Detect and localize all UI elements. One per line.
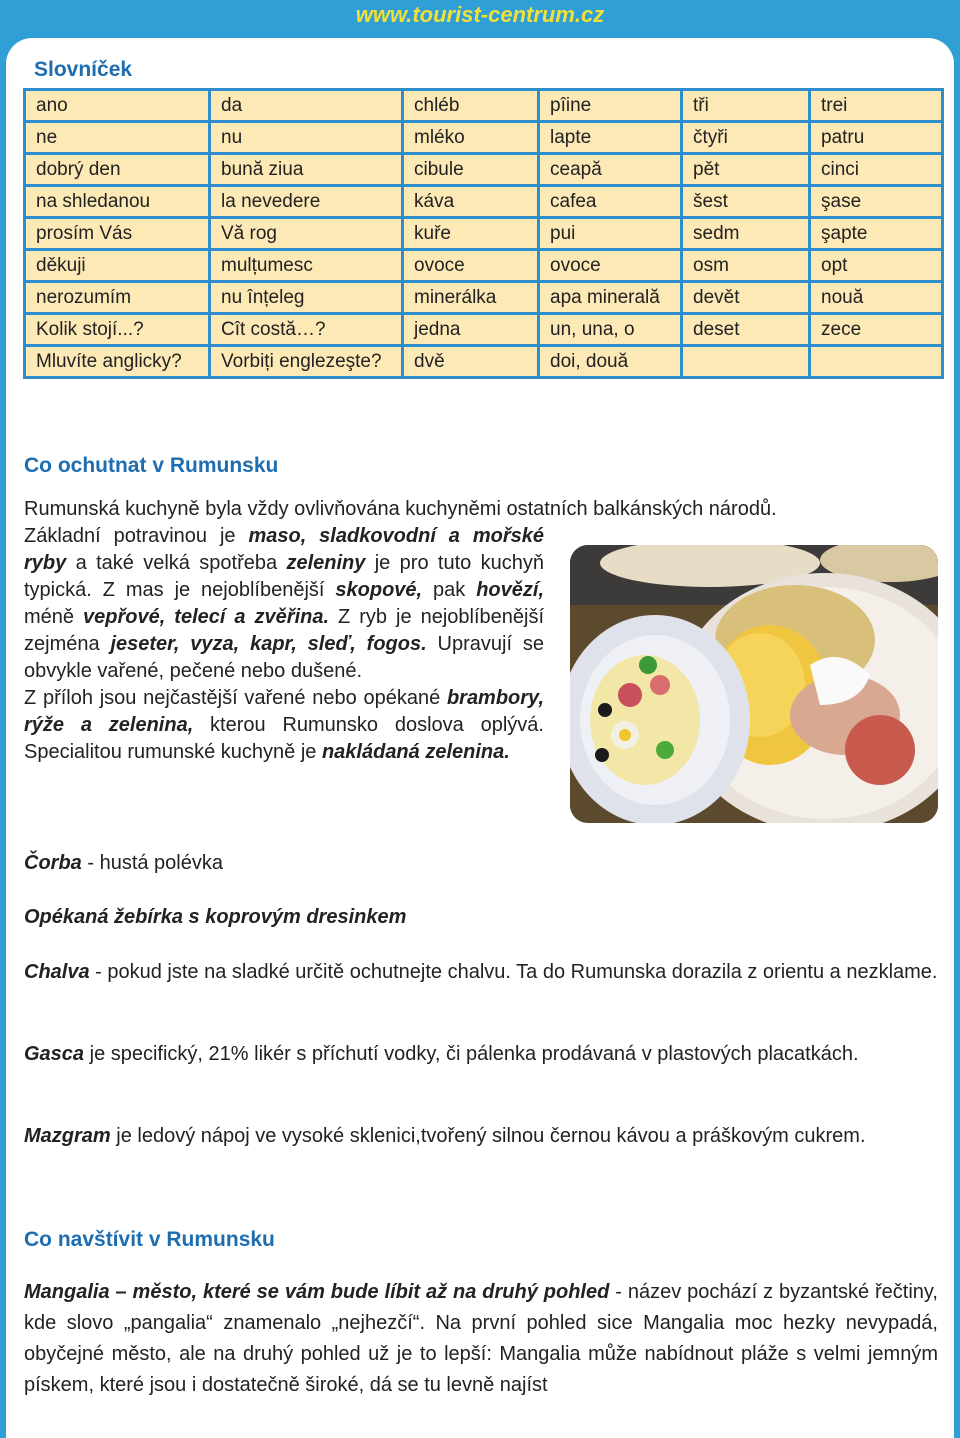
text: méně bbox=[24, 606, 84, 628]
cuisine-paragraph bbox=[24, 523, 544, 766]
emph-text: brambory, rýže a zelenina, bbox=[24, 687, 544, 736]
dictionary-cell: prosím Vás bbox=[25, 218, 210, 250]
dictionary-row bbox=[25, 282, 943, 314]
dictionary-cell: nu înțeleg bbox=[210, 282, 403, 314]
dictionary-cell: Vă rog bbox=[210, 218, 403, 250]
place-name: Mangalia – město, které se vám bude líbit až na druhý pohled bbox=[24, 1281, 610, 1303]
dictionary-cell: šest bbox=[682, 186, 810, 218]
section-heading-visit: Co navštívit v Rumunsku bbox=[24, 1228, 275, 1251]
drink-name: Gasca bbox=[24, 1043, 85, 1065]
dictionary-table bbox=[23, 88, 944, 379]
dictionary-cell: Mluvíte anglicky? bbox=[25, 346, 210, 378]
site-url[interactable]: www.tourist-centrum.cz bbox=[355, 2, 605, 27]
emph-text: jeseter, vyza, kapr, sleď, fogos. bbox=[110, 633, 427, 655]
dictionary-cell: nouă bbox=[810, 282, 943, 314]
dictionary-cell: pîine bbox=[539, 90, 682, 122]
dictionary-cell: cibule bbox=[403, 154, 539, 186]
text: a také velká spotřeba bbox=[66, 552, 287, 574]
food-photo bbox=[570, 545, 938, 823]
dictionary-row bbox=[25, 90, 943, 122]
dictionary-cell: doi, două bbox=[539, 346, 682, 378]
text: Z příloh jsou nejčastější vařené nebo opékané bbox=[24, 687, 447, 709]
dictionary-cell: čtyři bbox=[682, 122, 810, 154]
dictionary-cell: ovoce bbox=[539, 250, 682, 282]
dictionary-row bbox=[25, 314, 943, 346]
dictionary-cell: pět bbox=[682, 154, 810, 186]
dictionary-cell: cinci bbox=[810, 154, 943, 186]
dictionary-cell: tři bbox=[682, 90, 810, 122]
zebirka-line bbox=[24, 904, 944, 931]
text: Upravují se obvykle vařené, pečené nebo dušené. bbox=[24, 633, 544, 682]
corba-line bbox=[24, 850, 944, 877]
dictionary-cell: cafea bbox=[539, 186, 682, 218]
drink-text: je ledový nápoj ve vysoké sklenici,tvořený silnou černou kávou a práškovým cukrem. bbox=[110, 1125, 866, 1147]
dictionary-cell bbox=[810, 346, 943, 378]
dictionary-row bbox=[25, 122, 943, 154]
dictionary-cell: nu bbox=[210, 122, 403, 154]
cuisine-intro: Rumunská kuchyně byla vždy ovlivňována kuchyněmi ostatních balkánských národů. bbox=[24, 498, 777, 520]
emph-text: zeleniny bbox=[286, 552, 366, 574]
dictionary-heading: Slovníček bbox=[34, 58, 133, 81]
dictionary-row bbox=[25, 186, 943, 218]
dictionary-cell: deset bbox=[682, 314, 810, 346]
dictionary-row bbox=[25, 346, 943, 378]
mangalia-paragraph bbox=[24, 1277, 938, 1401]
dictionary-cell: na shledanou bbox=[25, 186, 210, 218]
dictionary-cell: dobrý den bbox=[25, 154, 210, 186]
text: pak bbox=[422, 579, 477, 601]
dictionary-cell: ano bbox=[25, 90, 210, 122]
dictionary-cell: opt bbox=[810, 250, 943, 282]
dictionary-cell: trei bbox=[810, 90, 943, 122]
emph-text: maso, sladkovodní a mořské ryby bbox=[24, 525, 545, 574]
emph-text: skopové, bbox=[335, 579, 423, 601]
place-text: - název pochází z byzantské řečtiny, kde slovo „pangalia“ znamenalo „nejhezčí“. Na první pohled sice Mangalia moc hezky nevypadá, obyčejné město, ale na druhý pohled už je to lepší: Mangalia může nabídnout pláže s velmi jemným pískem, které jsou i dostatečně široké, dá se tu levně najíst bbox=[24, 1281, 938, 1396]
dictionary-cell: lapte bbox=[539, 122, 682, 154]
dictionary-cell: káva bbox=[403, 186, 539, 218]
drink-name: Mazgram bbox=[24, 1125, 111, 1147]
dictionary-cell: sedm bbox=[682, 218, 810, 250]
dictionary-cell: apa minerală bbox=[539, 282, 682, 314]
dictionary-cell: mléko bbox=[403, 122, 539, 154]
dish-name: Opékaná žebírka s koprovým dresinkem bbox=[24, 906, 407, 928]
dictionary-cell: mulțumesc bbox=[210, 250, 403, 282]
dictionary-cell: şase bbox=[810, 186, 943, 218]
section-heading-taste: Co ochutnat v Rumunsku bbox=[24, 454, 279, 477]
gasca-line bbox=[24, 1041, 938, 1068]
dictionary-cell: kuře bbox=[403, 218, 539, 250]
dictionary-cell: şapte bbox=[810, 218, 943, 250]
dictionary-cell: patru bbox=[810, 122, 943, 154]
dictionary-cell: jedna bbox=[403, 314, 539, 346]
dictionary-cell: un, una, o bbox=[539, 314, 682, 346]
drink-text: je specifický, 21% likér s příchutí vodky, či pálenka prodávaná v plastových placatkách. bbox=[84, 1043, 859, 1065]
emph-text: hovězí, bbox=[476, 579, 544, 601]
dictionary-cell: Vorbiți englezeşte? bbox=[210, 346, 403, 378]
dictionary-cell: ne bbox=[25, 122, 210, 154]
dictionary-cell: ovoce bbox=[403, 250, 539, 282]
mazgram-line bbox=[24, 1123, 938, 1150]
dictionary-cell bbox=[682, 346, 810, 378]
text: je pro tuto kuchyň typická. Z mas je nejoblíbenější bbox=[24, 552, 544, 601]
dictionary-cell: Kolik stojí...? bbox=[25, 314, 210, 346]
dictionary-cell: nerozumím bbox=[25, 282, 210, 314]
text: Z ryb je nejoblíbenější zejména bbox=[24, 606, 544, 655]
dictionary-cell: minerálka bbox=[403, 282, 539, 314]
text: kterou Rumunsko doslova oplývá. Specialitou rumunské kuchyně je bbox=[24, 714, 544, 763]
dictionary-cell: zece bbox=[810, 314, 943, 346]
text: Základní potravinou je bbox=[24, 525, 249, 547]
dish-text: - pokud jste na sladké určitě ochutnejte chalvu. Ta do Rumunska dorazila z orientu a nezklame. bbox=[89, 961, 938, 983]
dictionary-cell: pui bbox=[539, 218, 682, 250]
food-photo-illustration bbox=[570, 545, 938, 823]
dictionary-row bbox=[25, 218, 943, 250]
dictionary-cell: ceapă bbox=[539, 154, 682, 186]
dictionary-cell: devět bbox=[682, 282, 810, 314]
dictionary-cell: osm bbox=[682, 250, 810, 282]
dictionary-row bbox=[25, 154, 943, 186]
dictionary-cell: dvě bbox=[403, 346, 539, 378]
dish-text: - hustá polévka bbox=[81, 852, 223, 874]
dictionary-cell: la nevedere bbox=[210, 186, 403, 218]
dictionary-cell: Cît costă…? bbox=[210, 314, 403, 346]
dish-name: Čorba bbox=[24, 852, 82, 874]
dictionary-cell: chléb bbox=[403, 90, 539, 122]
emph-text: vepřové, telecí a zvěřina. bbox=[83, 606, 330, 628]
dictionary-cell: da bbox=[210, 90, 403, 122]
chalva-line bbox=[24, 959, 938, 986]
dish-name: Chalva bbox=[24, 961, 90, 983]
dictionary-cell: děkuji bbox=[25, 250, 210, 282]
dictionary-cell: bună ziua bbox=[210, 154, 403, 186]
dictionary-row bbox=[25, 250, 943, 282]
emph-text: nakládaná zelenina. bbox=[321, 741, 510, 763]
